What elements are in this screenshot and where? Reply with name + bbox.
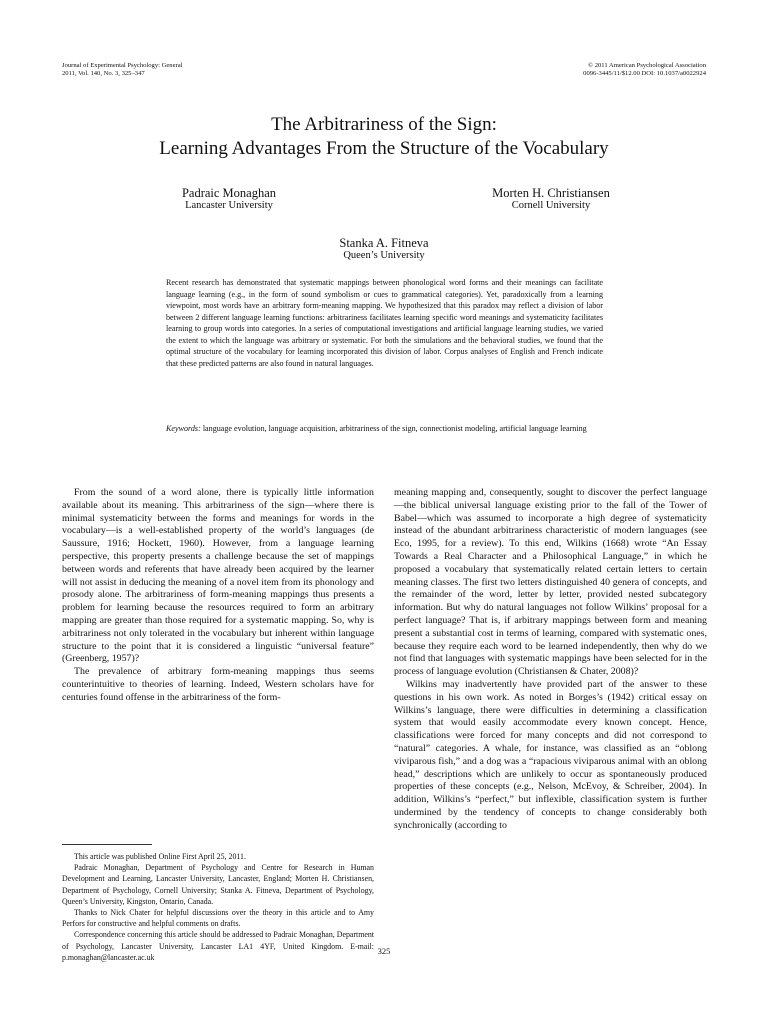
footnote: Thanks to Nick Chater for helpful discussions over the theory in this article and to Amy Perfors for constructive and helpful comments on drafts. bbox=[62, 908, 374, 929]
keywords bbox=[166, 423, 603, 435]
running-header-right bbox=[583, 62, 706, 78]
author-name: Padraic Monaghan bbox=[181, 186, 277, 200]
body-paragraph: meaning mapping and, consequently, sought to discover the perfect language—the biblical universal language existing prior to the fall of the Tower of Babel—which was assumed to incorporate a high degree of systematicity instead of the abundant arbitrariness characteristic of modern languages (see Eco, 1995, for a review). To this end, Wilkins (1668) wrote “An Essay Towards a Real Character and a Philosophical Language,” in which he proposed a vocabulary that systematically related certain letters to certain meaning classes. The first two letters distinguished 40 genera of concepts, and the remainder of the word, letter by letter, provided nested subcategory information. But why do natural languages not follow Wilkins’ proposal for a perfect language? That is, if arbitrary mappings between form and meaning present a substantial cost in terms of learning, compared with systematic ones, because they require each word to be learned independently, then why do we not find that languages with systematic mappings have been selected for in the process of language evolution (Christiansen & Chater, 2008)? bbox=[394, 487, 707, 678]
body-paragraph: From the sound of a word alone, there is typically little information available about its meaning. This arbitrariness of the sign—where there is minimal systematicity between the forms and meanings for words in the vocabulary—is a well-established property of the world’s languages (de Saussure, 1916; Hockett, 1960). However, from a language learning perspective, this property presents a challenge because the set of mappings between words and referents that have already been acquired by the learner will not assist in deducing the meaning of a novel item from its phonology and prosody alone. The arbitrariness of form-meaning mappings thus presents a problem for learning because the resources required to form an arbitrary mapping are greater than those required for a systematic mapping. So, why is arbitrariness not only tolerated in the vocabulary but inherent within language structure to the point that it is considered a linguistic “universal feature” (Greenberg, 1957)? bbox=[62, 487, 374, 665]
footnote: This article was published Online First April 25, 2011. bbox=[74, 852, 246, 861]
footnote-divider bbox=[62, 844, 152, 845]
author-block-2 bbox=[476, 186, 626, 212]
body-column-left bbox=[62, 487, 374, 705]
copyright-line: © 2011 American Psychological Association bbox=[588, 62, 706, 69]
footnote: Correspondence concerning this article should be addressed to Padraic Monaghan, Department of Psychology, Lancaster University, Lancaster LA1 4YF, United Kingdom. E-mail: p.monaghan@lancaster.ac.uk bbox=[62, 930, 374, 962]
author-affiliation: Queen’s University bbox=[343, 250, 425, 261]
author-affiliation: Lancaster University bbox=[185, 200, 273, 211]
author-affiliation: Cornell University bbox=[511, 200, 591, 211]
keywords-text: language evolution, language acquisition, arbitrariness of the sign, connectionist modeling, artificial language learning bbox=[202, 424, 587, 433]
abstract: Recent research has demonstrated that systematic mappings between phonological word forms and their meanings can facilitate language learning (e.g., in the form of sound symbolism or cues to grammatical categories). Yet, paradoxically from a learning viewpoint, most words have an arbitrary form-meaning mapping. We hypothesized that this paradox may reflect a division of labor between 2 different language learning functions: arbitrariness facilitates learning specific word meanings and systematicity facilitates learning to group words into categories. In a series of computational investigations and artificial language learning studies, we varied the extent to which the language was arbitrary or systematic. For both the simulations and the behavioral studies, we found that the optimal structure of the vocabulary for learning incorporated this division of labor. Corpus analyses of English and French indicate that these predicted patterns are also found in natural languages. bbox=[166, 278, 603, 368]
article-title bbox=[0, 113, 768, 161]
body-column-right bbox=[394, 487, 707, 833]
author-block-3 bbox=[314, 236, 454, 262]
footnote: Padraic Monaghan, Department of Psychology and Centre for Research in Human Development and Learning, Lancaster University, Lancaster, England; Morten H. Christiansen, Department of Psychology, Cornell University; Stanka A. Fitneva, Department of Psychology, Queen’s University, Kingston, Ontario, Canada. bbox=[62, 863, 374, 906]
journal-volume: 2011, Vol. 140, No. 3, 325–347 bbox=[62, 70, 145, 77]
author-name: Morten H. Christiansen bbox=[492, 186, 610, 200]
body-paragraph: The prevalence of arbitrary form-meaning mappings thus seems counterintuitive to theories of learning. Indeed, Western scholars have for centuries found offense in the arbitrariness of the form- bbox=[62, 666, 374, 703]
author-name: Stanka A. Fitneva bbox=[339, 236, 429, 250]
body-paragraph: Wilkins may inadvertently have provided part of the answer to these questions in his own work. As noted in Borges’s (1942) critical essay on Wilkins’s language, there were difficulties in determining a classification system that would easily accommodate every known concept. Hence, classifications were forced for many concepts and did not correspond to “natural” categories. A whale, for instance, was classified as an “oblong viviparous fish,” and a dog was a “rapacious viviparous animal with an oblong head,” descriptions which are unlikely to occur as spontaneously produced properties of these concepts (e.g., Nelson, McEvoy, & Schreiber, 2004). In addition, Wilkins’s “perfect,” but inflexible, classification system is further undermined by the tendency of concepts to change considerably both synchronically (according to bbox=[394, 678, 707, 831]
running-header-left bbox=[62, 62, 183, 78]
page-number: 325 bbox=[377, 946, 391, 956]
author-block-1 bbox=[162, 186, 296, 212]
journal-name: Journal of Experimental Psychology: General bbox=[62, 62, 183, 69]
title-line-1: The Arbitrariness of the Sign: bbox=[271, 114, 497, 135]
doi-line: 0096-3445/11/$12.00 DOI: 10.1037/a0022924 bbox=[583, 70, 706, 77]
keywords-label: Keywords: bbox=[166, 424, 201, 433]
title-line-2: Learning Advantages From the Structure of the Vocabulary bbox=[159, 138, 609, 159]
